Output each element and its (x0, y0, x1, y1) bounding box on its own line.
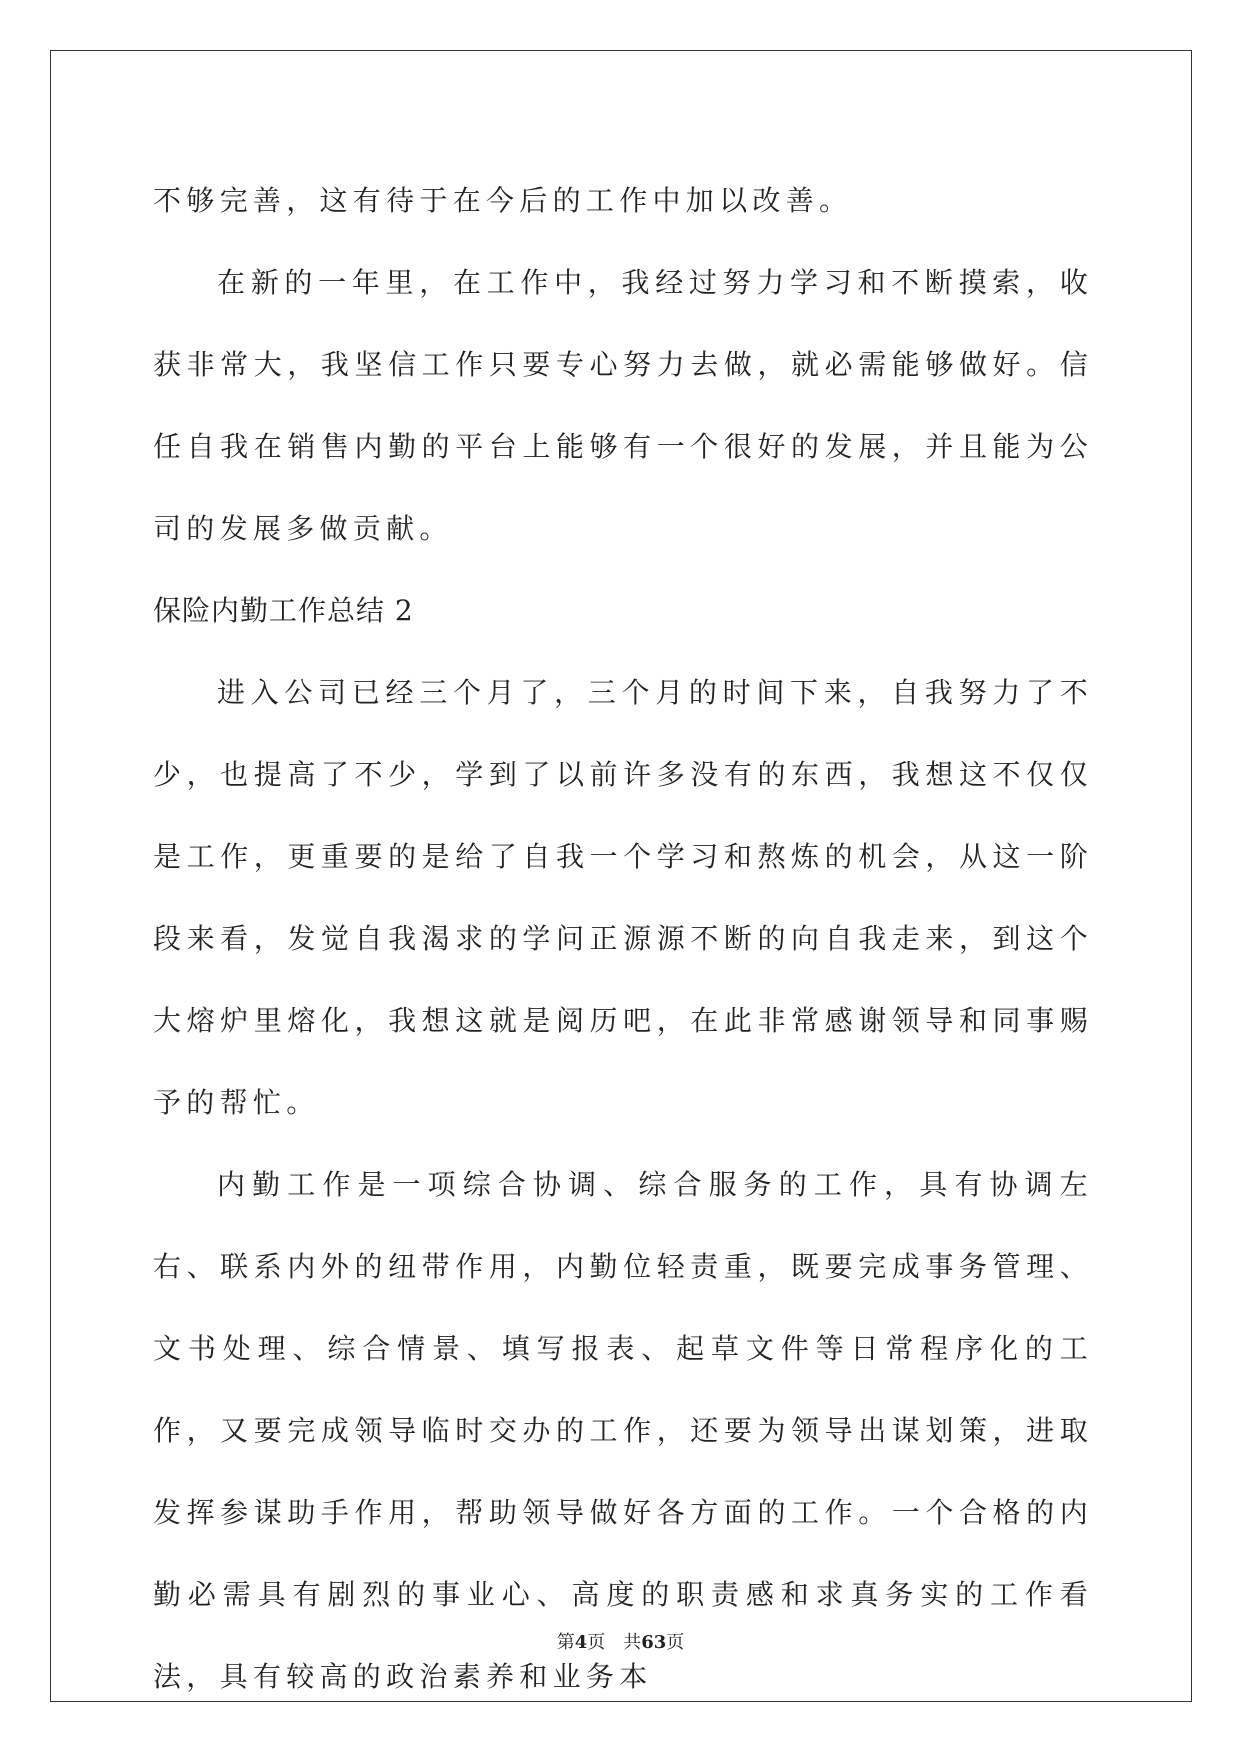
paragraph-three-months: 进入公司已经三个月了，三个月的时间下来，自我努力了不少，也提高了不少，学到了以前许多没有的东西，我想这不仅仅是工作，更重要的是给了自我一个学习和熬炼的机会，从这一阶段来看，发觉自我渴求的学问正源源不断的向自我走来，到这个大熔炉里熔化，我想这就是阅历吧，在此非常感谢领导和同事赐予的帮忙。 (153, 676, 1093, 1119)
footer-page-number: 4 (574, 1632, 588, 1653)
paragraph-new-year: 在新的一年里，在工作中，我经过努力学习和不断摸索，收获非常大，我坚信工作只要专心努力去做，就必需能够做好。信任自我在销售内勤的平台上能够有一个很好的发展，并且能为公司的发展多做贡献。 (153, 266, 1093, 545)
footer-total-pages: 63 (641, 1632, 667, 1653)
footer-total-prefix: 共 (623, 1632, 642, 1653)
footer-page-suffix: 页 (587, 1632, 606, 1653)
document-body (153, 160, 1093, 1718)
section-title: 保险内勤工作总结 2 (153, 594, 414, 627)
footer-total-suffix: 页 (666, 1632, 685, 1653)
page-footer (0, 1628, 1241, 1654)
paragraph-continuation: 不够完善，这有待于在今后的工作中加以改善。 (153, 184, 853, 217)
footer-page-prefix: 第 (556, 1632, 575, 1653)
paragraph-internal-work: 内勤工作是一项综合协调、综合服务的工作，具有协调左右、联系内外的纽带作用，内勤位轻责重，既要完成事务管理、文书处理、综合情景、填写报表、起草文件等日常程序化的工作，又要完成领导临时交办的工作，还要为领导出谋划策，进取发挥参谋助手作用，帮助领导做好各方面的工作。一个合格的内勤必需具有剧烈的事业心、高度的职责感和求真务实的工作看法，具有较高的政治素养和业务本 (153, 1168, 1093, 1693)
